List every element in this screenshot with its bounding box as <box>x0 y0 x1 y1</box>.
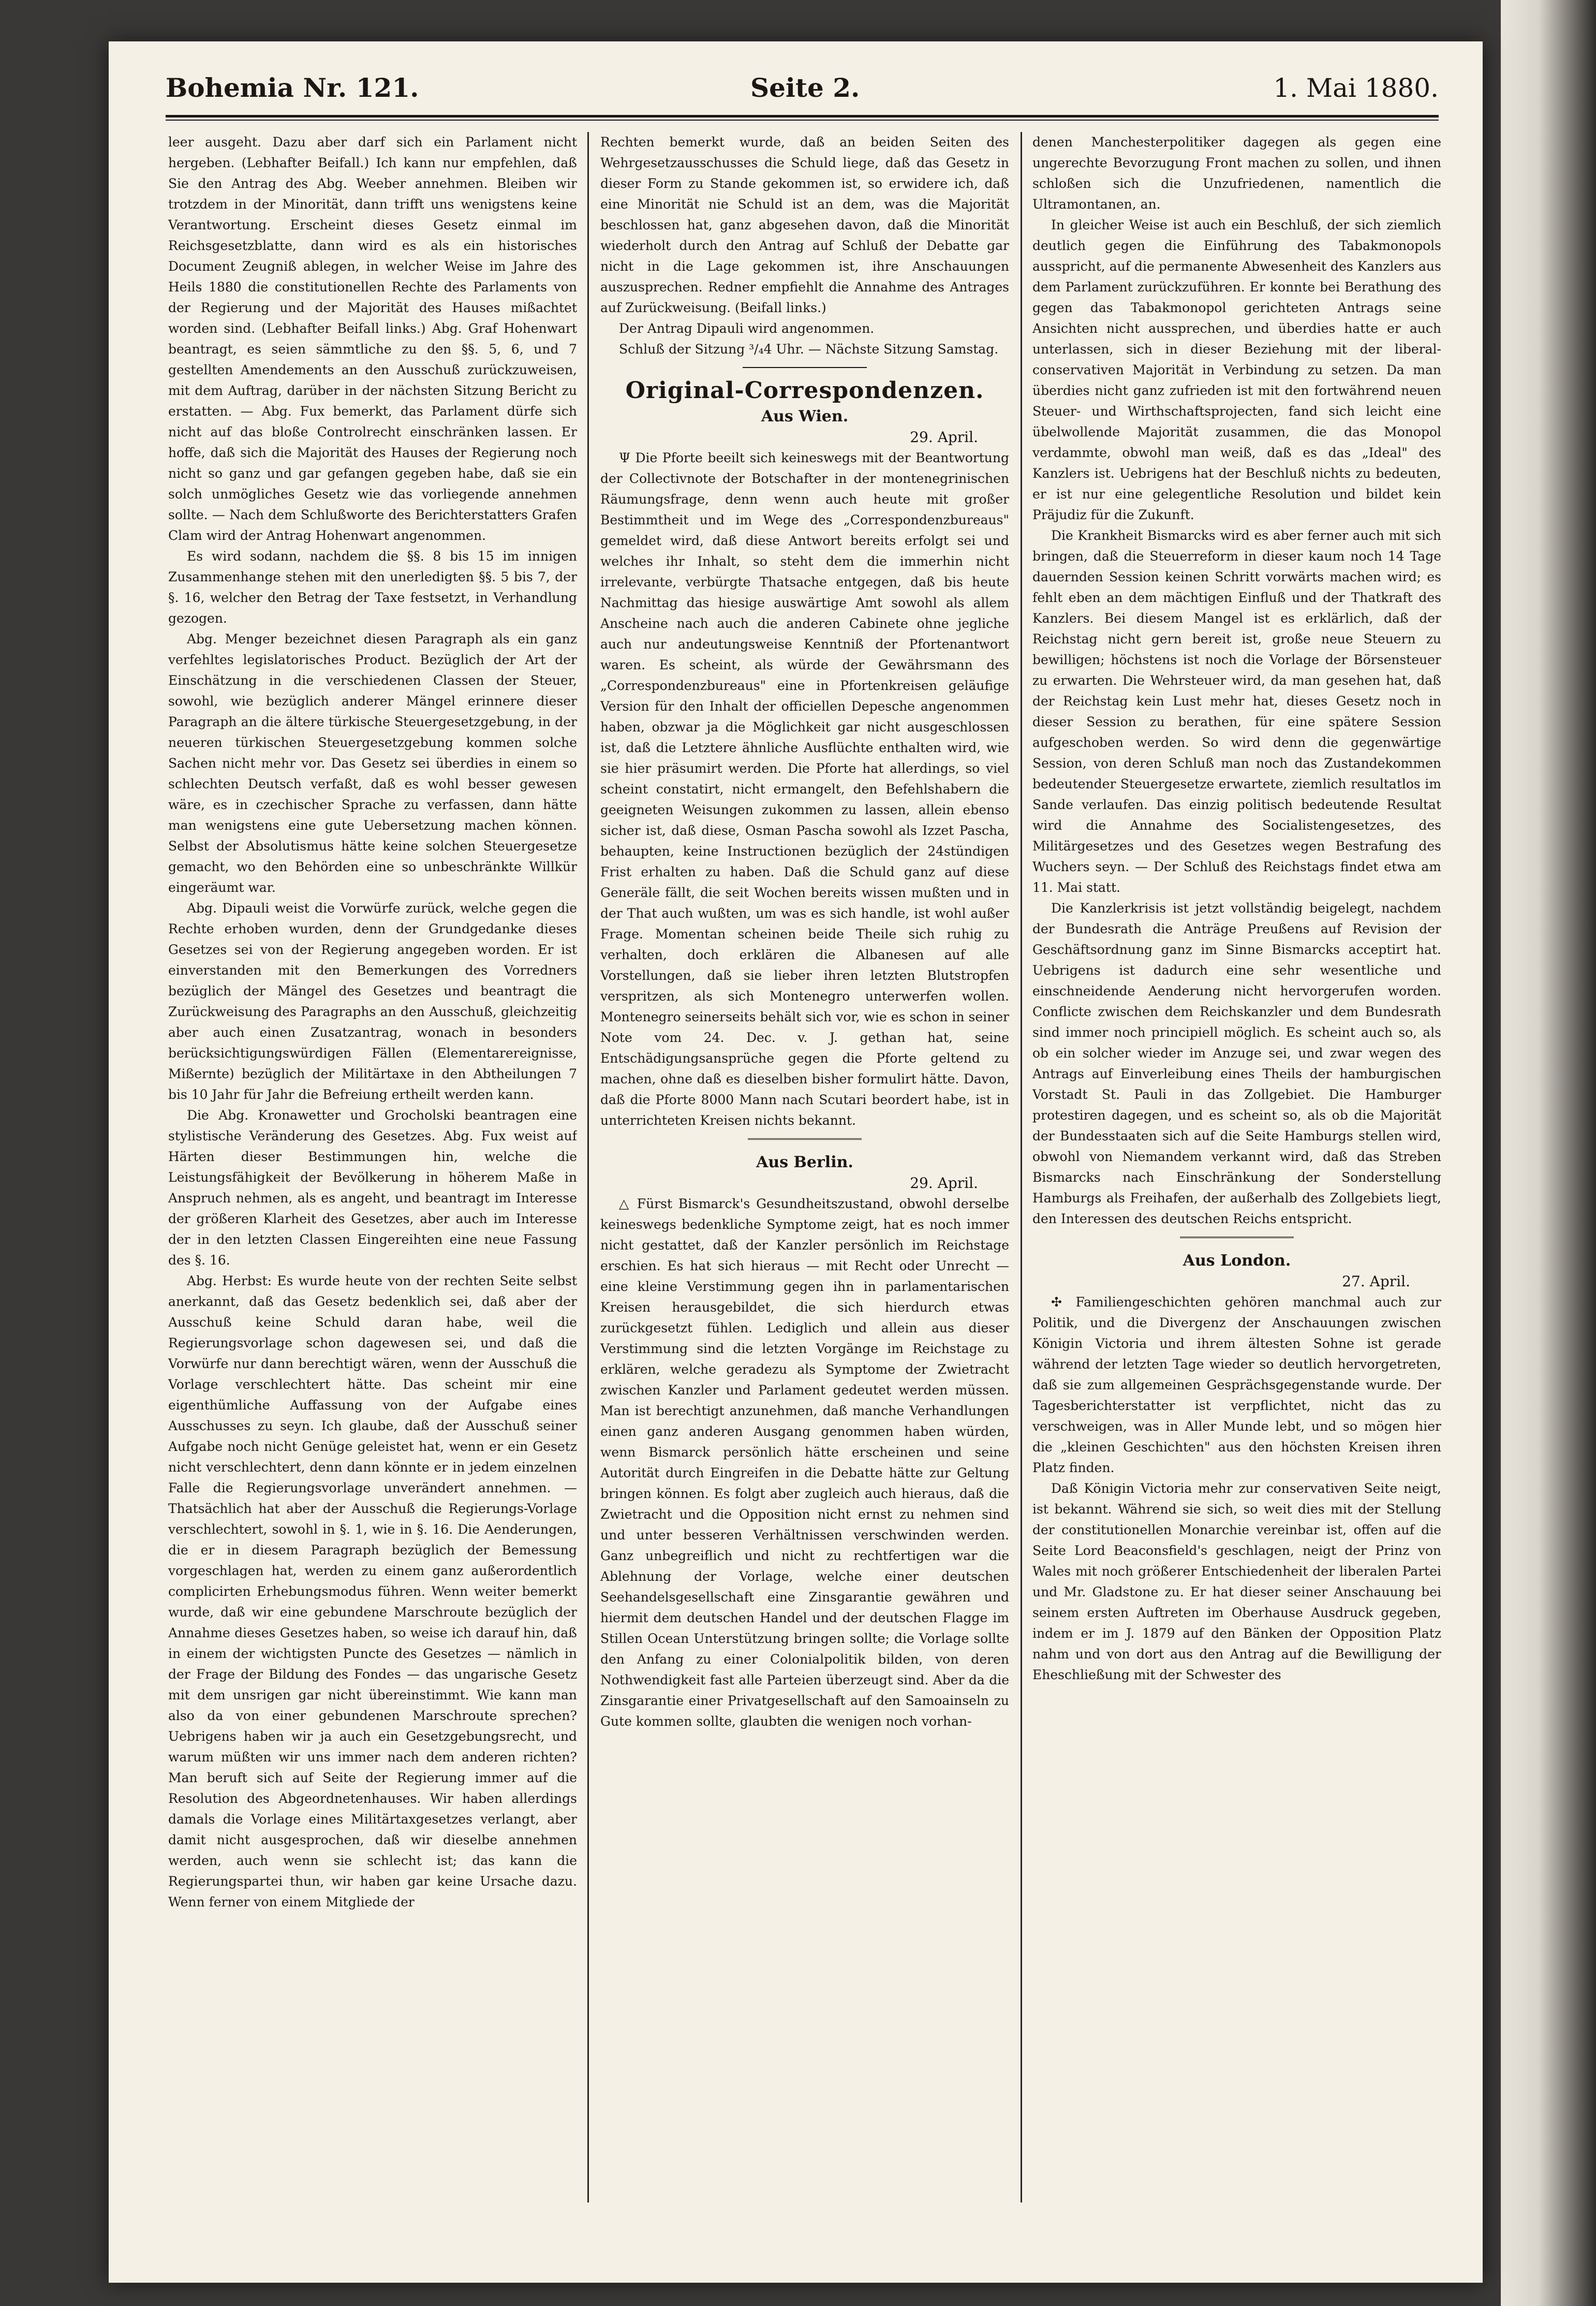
paragraph: ✣ Familiengeschichten gehören manchmal auch zur Politik, und die Divergenz der Anschauungen zwischen Königin Victoria und ihrem ältesten Sohne ist gerade während der letzten Tage wieder so deutlich hervorgetreten, daß sie zum allgemeinen Gesprächsgegenstande wurde. Der Tagesberichterstatter ist verpflichtet, nicht das zu verschweigen, was in Aller Munde lebt, und so mögen hier die „kleinen Geschichten" aus den höchsten Kreisen ihren Platz finden. <box>1032 1295 1441 1475</box>
section-separator <box>1180 1237 1294 1243</box>
column-3 <box>1032 132 1441 2202</box>
paragraph: In gleicher Weise ist auch ein Beschluß, der sich ziemlich deutlich gegen die Einführung des Tabakmonopols ausspricht, auf die permanente Abwesenheit des Kanzlers aus dem Parlament zurückzuführen. Er konnte bei Berathung des gegen das Tabakmonopol gerichteten Antrags seine Ansichten nicht aussprechen, und überdies hatte er auch unterlassen, sich in dieser Beziehung mit der liberal-conservativen Majorität in Verbindung zu setzen. Da man überdies nicht ganz zufrieden ist mit den fortwährend neuen Steuer- und Wirthschaftsprojecten, fand sich leicht eine übelwollende Majorität zusammen, die das Monopol verdammte, obwohl man weiß, daß es das „Ideal" des Kanzlers ist. Uebrigens hat der Beschluß nichts zu bedeuten, er ist nur eine gelegentliche Resolution und bildet kein Präjudiz für die Zukunft. <box>1032 217 1441 522</box>
paragraph: Daß Königin Victoria mehr zur conservativen Seite neigt, ist bekannt. Während sie sich, so weit dies mit der Stellung der constitutionellen Monarchie vereinbar ist, offen auf die Seite Lord Beaconsfield's geschlagen, neigt der Prinz von Wales mit noch größerer Entschiedenheit der liberalen Partei und Mr. Gladstone zu. Er hat dieser seiner Anschauung bei seinem ersten Auftreten im Oberhause Ausdruck gegeben, indem er im J. 1879 auf den Bänken der Opposition Platz nahm und von dort aus den Antrag auf die Bewilligung der Eheschließung mit der Schwester des <box>1032 1481 1441 1682</box>
column-divider <box>587 132 589 2202</box>
column-1 <box>168 132 577 2202</box>
section-heading: Original-Correspondenzen. <box>625 377 984 404</box>
masthead-issue: Bohemia Nr. 121. <box>166 72 419 103</box>
correspondence-title: Aus Wien. <box>761 407 849 425</box>
paragraph: Abg. Herbst: Es wurde heute von der rechten Seite selbst anerkannt, daß das Gesetz bedenklich sei, daß aber der Ausschuß keine Schuld daran habe, weil die Regierungsvorlage schon dagewesen sei, und daß die Vorwürfe nur dann berechtigt wären, wenn der Ausschuß die Vorlage verschlechtert hätte. Das scheint mir eine eigenthümliche Auffassung von der Aufgabe eines Ausschusses zu seyn. Ich glaube, daß der Ausschuß seiner Aufgabe noch nicht Genüge geleistet hat, wenn er ein Gesetz nicht verschlechtert, denn dann könnte er in jedem einzelnen Falle die Regierungsvorlage unverändert annehmen. — Thatsächlich hat aber der Ausschuß die Regierungs-Vorlage verschlechtert, sowohl in §. 1, wie in §. 16. Die Aenderungen, die er in diesem Paragraph bezüglich der Bemessung vorgeschlagen hat, werden zu einem ganz außerordentlich complicirten Erhebungsmodus führen. Wenn weiter bemerkt wurde, daß wir eine gebundene Marschroute bezüglich der Annahme dieses Gesetzes haben, so weise ich darauf hin, daß in einem der wichtigsten Puncte des Gesetzes — nämlich in der Frage der Bildung des Fondes — das ungarische Gesetz mit dem unsrigen gar nicht übereinstimmt. Wie kann man also da von einer gebundenen Marschroute sprechen? Uebrigens haben wir ja auch ein Gesetzgebungsrecht, und warum müßten wir uns immer nach dem anderen richten? Man beruft sich auf Seite der Regierung immer auf die Resolution des Abgeordnetenhauses. Wir haben allerdings damals die Vorlage eines Militärtaxgesetzes verlangt, aber damit nicht ausgesprochen, daß wir dieselbe annehmen werden, auch wenn sie schlecht ist; das kann die Regierungspartei thun, wir haben gar keine Ursache dazu. Wenn ferner von einem Mitgliede der <box>168 1273 577 1910</box>
header-rule <box>166 115 1439 117</box>
paragraph: Die Kanzlerkrisis ist jetzt vollständig beigelegt, nachdem der Bundesrath die Anträge Preußens auf Revision der Geschäftsordnung ganz im Sinne Bismarcks acceptirt hat. Uebrigens ist dadurch eine sehr wesentliche und einschneidende Aenderung nicht hervorgerufen worden. Conflicte zwischen dem Reichskanzler und dem Bundesrath sind immer noch principiell möglich. Es scheint auch so, als ob ein solcher wieder im Anzuge sei, und zwar wegen des Antrags auf Einverleibung eines Theils der hamburgischen Vorstadt St. Pauli in das Zollgebiet. Die Hamburger protestiren dagegen, und es scheint so, als ob die Majorität der Bundesstaaten sich auf die Seite Hamburgs stellen wird, obwohl von Niemandem verkannt wird, daß das Streben Bismarcks nach Einschränkung der Sonderstellung Hamburgs als Freihafen, der außerhalb des Zollgebiets liegt, den Interessen des deutschen Reichs entspricht. <box>1032 901 1441 1226</box>
dateline: 29. April. <box>910 1174 978 1192</box>
page-header <box>166 65 1439 111</box>
paragraph: Ψ Die Pforte beeilt sich keineswegs mit der Beantwortung der Collectivnote der Botschafter in der montenegrinischen Räumungsfrage, denn wenn auch heute mit großer Bestimmtheit und im Wege des „Correspondenzbureaus" gemeldet wird, daß diese Antwort bereits erfolgt sei und welches ihr Inhalt, so steht dem die immerhin nicht irrelevante, verbürgte Thatsache entgegen, daß bis heute Nachmittag das hiesige auswärtige Amt sowohl als allem Anscheine nach auch die anderen Cabinete ohne jegliche auch nur andeutungsweise Kenntniß der Pfortenantwort waren. Es scheint, als würde der Gewährsmann des „Correspondenzbureaus" eine in Pfortenkreisen geläufige Version für den Inhalt der officiellen Depesche angenommen haben, obzwar ja die Möglichkeit gar nicht ausgeschlossen ist, daß die Letztere ähnliche Ausflüchte enthalten wird, wie sie hier präsumirt werden. Die Pforte hat allerdings, so viel scheint constatirt, nicht ermangelt, den Befehlshabern die geeigneten Weisungen zukommen zu lassen, allein ebenso sicher ist, daß diese, Osman Pascha sowohl als Izzet Pascha, behaupten, keine Instructionen bezüglich der 24stündigen Frist erhalten zu haben. Daß die Schuld ganz auf diese Generäle fällt, die seit Wochen bereits wissen mußten und in der That auch wußten, um was es sich handle, ist wohl außer Frage. Momentan scheinen beide Theile sich ruhig zu verhalten, doch erklären die Albanesen auf alle Vorstellungen, daß sie lieber ihren letzten Blutstropfen verspritzen, als sich Montenegro unterwerfen wollen. Montenegro seinerseits behält sich vor, wie es schon in seiner Note vom 24. Dec. v. J. gethan hat, seine Entschädigungsansprüche gegen die Pforte geltend zu machen, ohne daß es dieselben bisher formulirt hätte. Davon, daß die Pforte 8000 Mann nach Scutari beordert habe, ist in unterrichteten Kreisen nichts bekannt. <box>600 450 1009 1128</box>
issue-date: 1. Mai 1880. <box>1273 73 1439 103</box>
newspaper-page <box>109 41 1483 2283</box>
dateline: 29. April. <box>910 429 978 446</box>
paragraph: leer ausgeht. Dazu aber darf sich ein Parlament nicht hergeben. (Lebhafter Beifall.) Ich kann nur empfehlen, daß Sie den Antrag des Abg. Weeber annehmen. Bleiben wir trotzdem in der Minorität, dann trifft uns wenigstens keine Verantwortung. Erscheint dieses Gesetz einmal im Reichsgesetzblatte, dann wird es als ein historisches Document Zeugniß ablegen, in welcher Weise im Jahre des Heils 1880 die constitutionellen Rechte des Parlaments von der Regierung und der Majorität des Hauses mißachtet worden sind. (Lebhafter Beifall links.) Abg. Graf Hohenwart beantragt, es seien sämmtliche zu den §§. 5, 6, und 7 gestellten Amendements an den Ausschuß zurückzuweisen, mit dem Auftrag, darüber in der nächsten Sitzung Bericht zu erstatten. — Abg. Fux bemerkt, das Parlament dürfe sich nicht auf das bloße Controlrecht einschränken lassen. Er hoffe, daß sich die Majorität des Hauses der Regierung noch nicht so ganz und gar gefangen gegeben habe, daß sie ein solch unmögliches Gesetz wie das vorliegende annehmen sollte. — Nach dem Schlußworte des Berichterstatters Grafen Clam wird der Antrag Hohenwart angenommen. <box>168 135 577 543</box>
header-rule-thin <box>166 120 1439 121</box>
paragraph: Die Abg. Kronawetter und Grocholski beantragen eine stylistische Veränderung des Gesetzes. Abg. Fux weist auf Härten dieser Bestimmungen hin, welche die Leistungsfähigkeit der Bevölkerung in höherem Maße in Anspruch nehmen, als es angeht, und beantragt im Interesse der größeren Klarheit des Gesetzes, aber auch im Interesse der in den letzten Classen Eingereihten eine neue Fassung des §. 16. <box>168 1108 577 1268</box>
section-separator <box>748 1138 862 1145</box>
dateline: 27. April. <box>1342 1273 1410 1290</box>
scan-edge <box>1501 0 1596 2306</box>
paragraph: Es wird sodann, nachdem die §§. 8 bis 15 im innigen Zusammenhange stehen mit den unerledigten §§. 5 bis 7, der §. 16, welcher den Betrag der Taxe festsetzt, in Verhandlung gezogen. <box>168 549 577 626</box>
paragraph: Schluß der Sitzung ³/₄4 Uhr. — Nächste Sitzung Samstag. <box>619 342 999 357</box>
paragraph: Abg. Dipauli weist die Vorwürfe zurück, welche gegen die Rechte erhoben wurden, denn der Grundgedanke dieses Gesetzes sei von der Regierung angegeben worden. Er ist einverstanden mit den Bemerkungen des Vorredners bezüglich der Mängel des Gesetzes und beantragt die Zurückweisung des Paragraphs an den Ausschuß, gleichzeitig aber auch einen Zusatzantrag, wonach in besonders berücksichtigungswürdigen Fällen (Elementarereignisse, Mißernte) bezüglich der Militärtaxe in den Abtheilungen 7 bis 10 Jahr für Jahr die Befreiung ertheilt werden kann. <box>168 901 577 1102</box>
paragraph: Abg. Menger bezeichnet diesen Paragraph als ein ganz verfehltes legislatorisches Product. Bezüglich der Art der Einschätzung in die verschiedenen Classen der Steuer, sowohl, wie bezüglich anderer Mängel erinnere dieser Paragraph an die ältere türkische Steuergesetzgebung, in der neueren türkischen Steuergesetzgebung kommen solche Sachen nicht mehr vor. Das Gesetz sei überdies in einem so schlechten Deutsch verfaßt, daß es wohl besser gewesen wäre, es in czechischer Sprache zu verfassen, dann hätte man wenigstens eine gute Uebersetzung machen können. Selbst der Absolutismus hätte keine solchen Steuergesetze gemacht, wo den Behörden eine so unbeschränkte Willkür eingeräumt war. <box>168 631 577 895</box>
correspondence-title: Aus London. <box>1183 1252 1291 1270</box>
section-separator <box>743 367 867 368</box>
column-divider <box>1021 132 1022 2202</box>
paragraph: △ Fürst Bismarck's Gesundheitszustand, obwohl derselbe keineswegs bedenkliche Symptome zeigt, hat es noch immer nicht gestattet, daß der Kanzler persönlich im Reichstage erschien. Es hat sich hieraus — mit Recht oder Unrecht — eine kleine Verstimmung gegen ihn in parlamentarischen Kreisen herausgebildet, die sich hierdurch etwas zurückgesetzt fühlen. Lediglich und allein aus dieser Verstimmung sind die letzten Vorgänge im Reichstage zu erklären, welche geradezu als Symptome der Zwietracht zwischen Kanzler und Parlament gedeutet werden müssen. Man ist berechtigt anzunehmen, daß manche Verhandlungen einen ganz anderen Ausgang genommen haben würden, wenn Bismarck persönlich hätte erscheinen und seine Autorität durch Eingreifen in die Debatte hätte zur Geltung bringen können. Es folgt aber zugleich auch hieraus, daß die Zwietracht und die Opposition nicht ernst zu nehmen sind und unter besseren Verhältnissen verschwinden werden. Ganz unbegreiflich und nicht zu rechtfertigen war die Ablehnung der Vorlage, welche einer deutschen Seehandelsgesellschaft eine Zinsgarantie gewähren und hiermit dem deutschen Handel und der deutschen Flagge im Stillen Ocean Unterstützung bringen sollte; die Vorlage sollte den Anfang zu einer Colonialpolitik bilden, von deren Nothwendigkeit fast alle Parteien überzeugt sind. Aber da die Zinsgarantie einer Privatgesellschaft auf den Samoainseln zu Gute kommen sollte, glaubten die wenigen noch vorhan- <box>600 1196 1009 1729</box>
column-2 <box>600 132 1009 2202</box>
paragraph: Der Antrag Dipauli wird angenommen. <box>619 321 875 336</box>
correspondence-title: Aus Berlin. <box>756 1153 853 1171</box>
page-number: Seite 2. <box>750 72 860 103</box>
paragraph: Die Krankheit Bismarcks wird es aber ferner auch mit sich bringen, daß die Steuerreform in dieser kaum noch 14 Tage dauernden Session keinen Schritt vorwärts machen wird; es fehlt eben an dem mächtigen Einfluß und der Thatkraft des Kanzlers. Bei diesem Mangel ist es erklärlich, daß der Reichstag nicht gern bereit ist, große neue Steuern zu bewilligen; höchstens ist noch die Vorlage der Börsensteuer zu erwarten. Die Wehrsteuer wird, da man gesehen hat, daß der Reichstag kein Lust mehr hat, dieses Gesetz noch in dieser Session zu berathen, für eine spätere Session aufgeschoben werden. So wird denn die gegenwärtige Session, von deren Schluß man noch das Zustandekommen bedeutender Steuergesetze erwartete, ziemlich resultatlos im Sande verlaufen. Das einzig politisch bedeutende Resultat wird die Annahme des Socialistengesetzes, des Militärgesetzes und des Gesetzes wegen Bestrafung des Wuchers seyn. — Der Schluß des Reichstags findet etwa am 11. Mai statt. <box>1032 528 1441 895</box>
paragraph: denen Manchesterpolitiker dagegen als gegen eine ungerechte Bevorzugung Front machen zu sollen, und ihnen schloßen sich die Unzufriedenen, namentlich die Ultramontanen, an. <box>1032 135 1441 212</box>
paragraph: Rechten bemerkt wurde, daß an beiden Seiten des Wehrgesetzausschusses die Schuld liege, daß das Gesetz in dieser Form zu Stande gekommen ist, so erwidere ich, daß eine Minorität nie Schuld ist an dem, was die Majorität beschlossen hat, ganz abgesehen davon, daß die Minorität wiederholt durch den Antrag auf Schluß der Debatte gar nicht in die Lage gekommen ist, ihre Anschauungen auszusprechen. Redner empfiehlt die Annahme des Antrages auf Zurückweisung. (Beifall links.) <box>600 135 1009 315</box>
